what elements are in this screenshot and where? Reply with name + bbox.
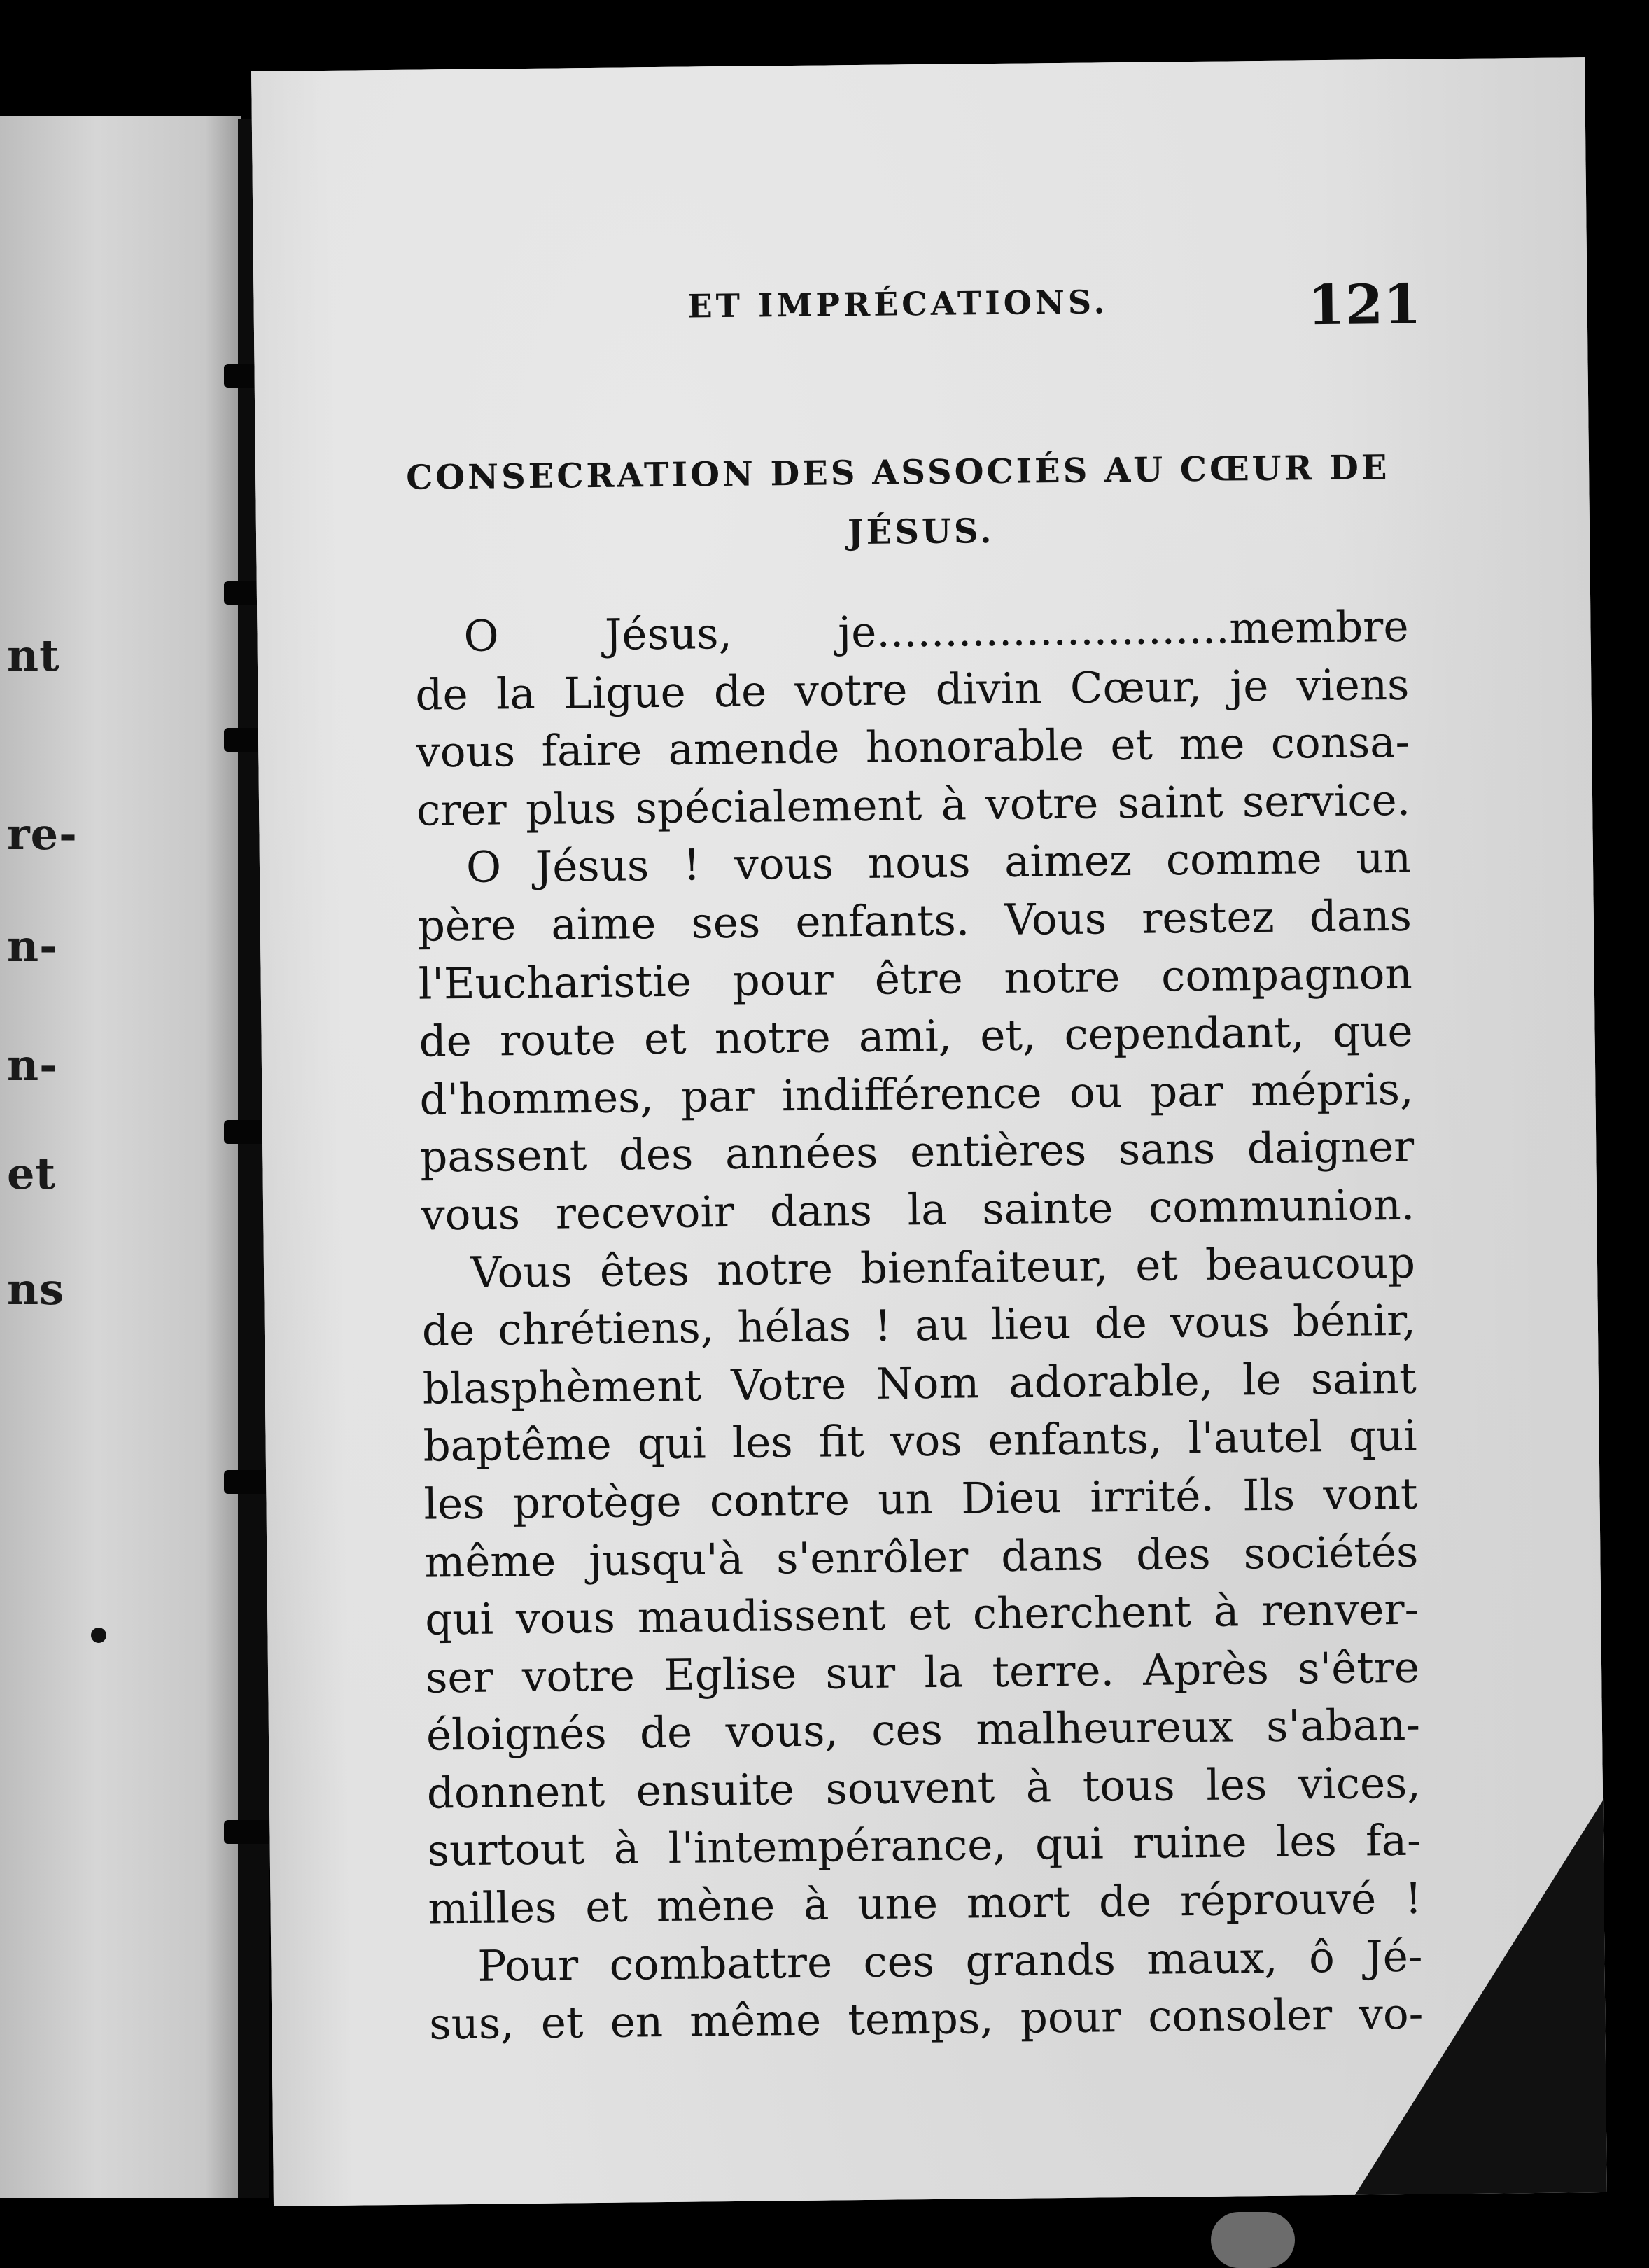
page-smudge [1211, 2212, 1295, 2268]
body-text [414, 598, 1424, 2054]
text-line: Vous êtes notre bienfaiteur, et beaucoup [470, 1238, 1416, 1298]
left-page-fragment: n- [7, 920, 58, 972]
text-line: d'hommes, par indifférence ou par mépris, [419, 1064, 1414, 1125]
text-line: vous recevoir dans la sainte communion. [420, 1180, 1415, 1240]
page-corner-shadow [1351, 1800, 1607, 2195]
left-facing-page [0, 115, 241, 2198]
text-line: de chrétiens, hélas ! au lieu de vous bénir, [421, 1295, 1417, 1356]
text-line: éloignés de vous, ces malheureux s'aban- [426, 1700, 1421, 1760]
text-line: l'Eucharistie pour être notre compagnon [418, 948, 1413, 1009]
text-line: surtout à l'intempérance, qui ruine les fa- [427, 1816, 1422, 1877]
left-page-fragment: nt [7, 630, 60, 681]
text-line: blasphèment Votre Nom adorable, le saint [422, 1353, 1417, 1414]
text-line: père aime ses enfants. Vous restez dans [417, 890, 1412, 951]
text-line: même jusqu'à s'enrôler dans des sociétés [424, 1527, 1419, 1588]
text-line: les protège contre un Dieu irrité. Ils vont [423, 1469, 1418, 1530]
text-line: sus, et en même temps, pour consoler vo- [428, 1989, 1424, 2050]
text-line: milles et mène à une mort de réprouvé ! [428, 1873, 1422, 1934]
text-line: crer plus spécialement à votre saint service. [416, 775, 1411, 836]
left-page-fragment: et [7, 1148, 57, 1199]
text-line: baptême qui les fit vos enfants, l'autel qui [423, 1411, 1417, 1471]
ink-dot [91, 1628, 106, 1643]
text-line: O Jésus, je..........................membre [463, 601, 1409, 662]
right-page [251, 57, 1607, 2206]
text-line: passent des années entières sans daigner [419, 1122, 1415, 1182]
text-line: de la Ligue de votre divin Cœur, je viens [415, 659, 1410, 720]
running-head: ET IMPRÉCATIONS. [687, 283, 1109, 326]
section-title: CONSECRATION DES ASSOCIÉS AU CŒUR DE [405, 448, 1390, 498]
text-line: Pour combattre ces grands maux, ô Jé- [477, 1931, 1423, 1991]
section-title-continuation: JÉSUS. [847, 511, 995, 553]
page-number: 121 [1307, 272, 1422, 338]
text-line: O Jésus ! vous nous aimez comme un [465, 833, 1412, 893]
text-line: donnent ensuite souvent à tous les vices, [426, 1758, 1422, 1819]
text-line: vous faire amende honorable et me consa- [415, 717, 1410, 778]
text-line: ser votre Eglise sur la terre. Après s'être [425, 1642, 1420, 1703]
left-page-fragment: n- [7, 1040, 58, 1091]
left-page-fragment: ns [7, 1264, 64, 1315]
text-line: de route et notre ami, et, cependant, que [419, 1006, 1413, 1067]
text-line: qui vous maudissent et cherchent à renver- [424, 1584, 1419, 1645]
left-page-fragment: re- [7, 808, 78, 860]
